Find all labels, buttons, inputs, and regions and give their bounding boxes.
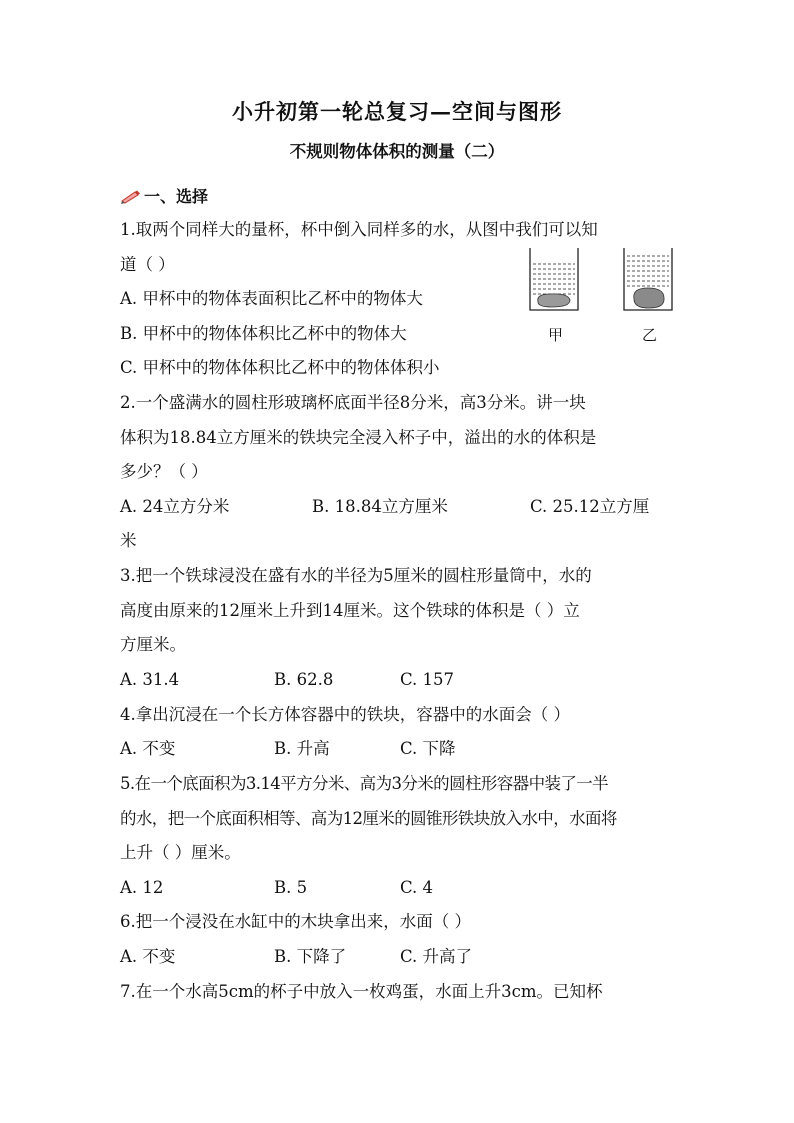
q4-option-c: C. 下降 xyxy=(400,739,456,758)
q1-line2: 道（ ） xyxy=(120,255,175,274)
q3-option-a: A. 31.4 xyxy=(120,670,180,689)
q1-cups-figure xyxy=(520,244,680,344)
q5-line2: 的水，把一个底面积相等、高为12厘米的圆锥形铁块放入水中，水面将 xyxy=(120,809,617,828)
q1-option-b: B. 甲杯中的物体体积比乙杯中的物体大 xyxy=(120,324,407,343)
q1-option-a: A. 甲杯中的物体表面积比乙杯中的物体大 xyxy=(120,289,423,308)
q3-line3: 方厘米。 xyxy=(120,635,186,654)
q4-option-b: B. 升高 xyxy=(274,739,330,758)
q7-line1: 7.在一个水高5cm的杯子中放入一枚鸡蛋，水面上升3cm。已知杯 xyxy=(120,982,603,1001)
q3-line1: 3.把一个铁球浸没在盛有水的半径为5厘米的圆柱形量筒中，水的 xyxy=(120,566,592,585)
q4-line1: 4.拿出沉浸在一个长方体容器中的铁块，容器中的水面会（ ） xyxy=(120,705,570,724)
q4-option-a: A. 不变 xyxy=(120,739,176,758)
q3-option-b: B. 62.8 xyxy=(274,670,334,689)
q2-line1: 2.一个盛满水的圆柱形玻璃杯底面半径8分米，高3分米。讲一块 xyxy=(120,393,586,412)
section-label: 一、选择 xyxy=(144,187,209,206)
cup-yi xyxy=(624,248,672,310)
q5-line3: 上升（ ）厘米。 xyxy=(120,843,241,862)
q6-option-c: C. 升高了 xyxy=(400,947,473,966)
q1-line1: 1.取两个同样大的量杯，杯中倒入同样多的水，从图中我们可以知 xyxy=(120,220,598,239)
q2-option-b: B. 18.84立方厘米 xyxy=(312,497,448,516)
q6-option-a: A. 不变 xyxy=(120,947,176,966)
cup-jia xyxy=(530,248,578,310)
page-title: 小升初第一轮总复习—空间与图形 xyxy=(232,99,562,124)
measuring-cups-illustration xyxy=(520,244,680,316)
q6-option-b: B. 下降了 xyxy=(274,947,347,966)
q2-line2: 体积为18.84立方厘米的铁块完全浸入杯子中，溢出的水的体积是 xyxy=(120,428,597,447)
q2-option-c-wrap: 米 xyxy=(120,531,137,550)
pencil-icon xyxy=(120,188,142,204)
q3-line2: 高度由原来的12厘米上升到14厘米。这个铁球的体积是（ ）立 xyxy=(120,601,580,620)
q5-line1: 5.在一个底面积为3.14平方分米、高为3分米的圆柱形容器中装了一半 xyxy=(120,774,609,793)
q3-option-c: C. 157 xyxy=(400,670,455,689)
q5-option-c: C. 4 xyxy=(400,878,434,897)
q6-line1: 6.把一个浸没在水缸中的木块拿出来，水面（ ） xyxy=(120,912,471,931)
q2-option-c: C. 25.12立方厘 xyxy=(530,497,650,516)
cup-label-jia: 甲 xyxy=(548,326,564,344)
q2-option-a: A. 24立方分米 xyxy=(120,497,230,516)
q2-line3: 多少？（ ） xyxy=(120,462,208,481)
q5-option-a: A. 12 xyxy=(120,878,164,897)
q5-option-b: B. 5 xyxy=(274,878,308,897)
page-subtitle: 不规则物体体积的测量（二） xyxy=(289,142,505,161)
q1-option-c: C. 甲杯中的物体体积比乙杯中的物体体积小 xyxy=(120,358,440,377)
cup-label-yi: 乙 xyxy=(642,326,658,344)
section-heading xyxy=(120,184,208,207)
